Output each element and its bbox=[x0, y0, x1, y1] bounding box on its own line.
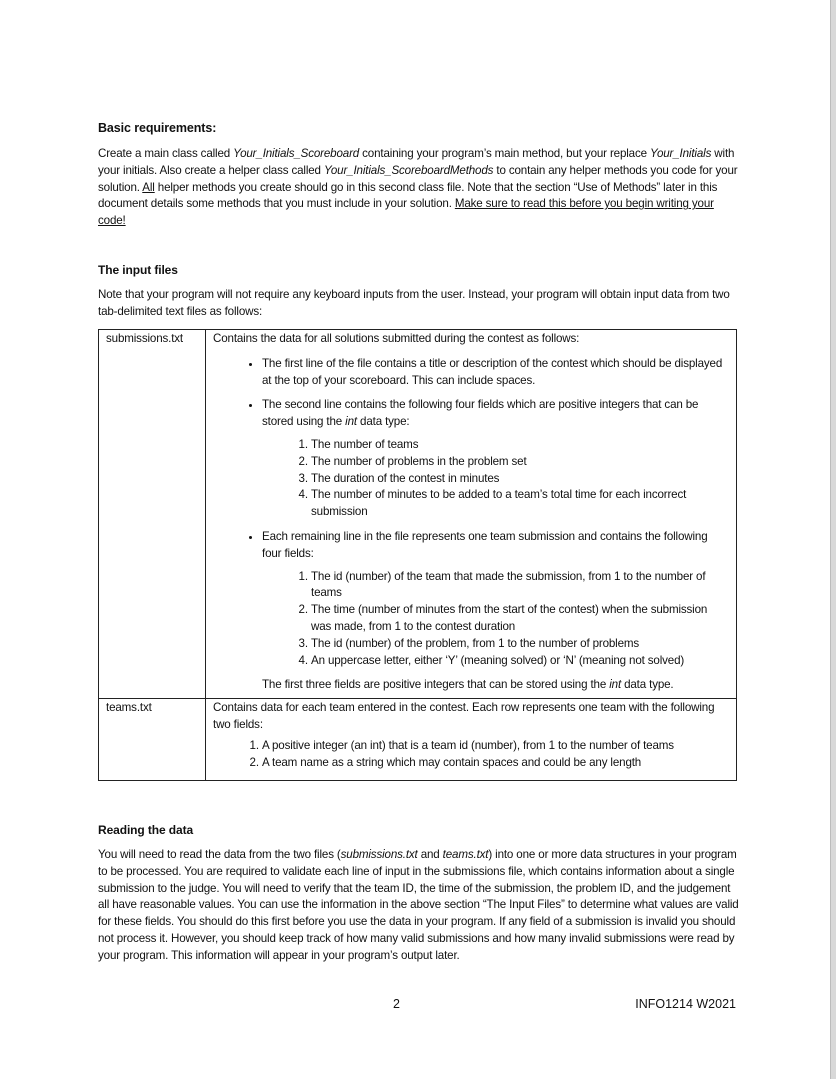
class-name: Your_Initials bbox=[650, 147, 712, 160]
text: containing your program’s main method, but your replace bbox=[359, 147, 650, 160]
text: ) into one or more data structures in your program to be processed. You are required to validate each line of input in the submissions file, which contains information about a single submission to the judge. You will need to verify that the team ID, the time of the submission, the problem ID, and the judgement all have reasonable values. You can use the information in the above section “The Input Files” to determine what values are valid for these fields. You should do this first before you use the data in your program. If any field of a submission is invalid you should not process it. However, you should keep track of how many valid submissions and how many invalid submissions were read by your program. This information will appear in your program’s output later. bbox=[98, 848, 739, 962]
class-name: Your_Initials_ScoreboardMethods bbox=[323, 163, 494, 177]
file-description bbox=[206, 330, 737, 699]
fields-note bbox=[262, 677, 729, 694]
description: Contains the data for all solutions submitted during the contest as follows: bbox=[213, 332, 580, 345]
text: to contain any helper methods you code for your solution. bbox=[98, 163, 738, 194]
list-item: 1. A positive integer (an int) that is a team id (number), from 1 to the number of teams bbox=[262, 738, 729, 755]
list-item: 2. The number of problems in the problem set bbox=[311, 454, 729, 471]
text: and bbox=[417, 848, 443, 861]
input-files-intro: Note that your program will not require any keyboard inputs from the user. Instead, your program will obtain input data from two tab-delimited text files as follows: bbox=[98, 288, 730, 318]
heading-reading-data: Reading the data bbox=[98, 823, 194, 837]
list-item: 3. The duration of the contest in minutes bbox=[311, 471, 729, 488]
heading-basic-requirements: Basic requirements: bbox=[98, 121, 217, 135]
page-edge bbox=[830, 0, 836, 1079]
text: The first line of the file contains a title or description of the contest which should be displayed at the top of your scoreboard. This can include spaces. bbox=[262, 356, 723, 387]
file-name: submissions.txt bbox=[99, 330, 206, 699]
file-name: teams.txt bbox=[99, 699, 206, 781]
text: data type: bbox=[356, 415, 410, 429]
description: Contains data for each team entered in the contest. Each row represents one team with the following two fields: bbox=[213, 701, 715, 731]
reading-data-paragraph bbox=[98, 847, 743, 965]
list-item: 2. The time (number of minutes from the start of the contest) when the submission was made, from 1 to the contest duration bbox=[311, 602, 729, 636]
class-name: Your_Initials_Scoreboard bbox=[233, 147, 360, 160]
file-name: submissions.txt bbox=[340, 848, 418, 861]
list-item bbox=[262, 397, 729, 521]
type: int bbox=[345, 415, 357, 429]
course-code: INFO1214 W2021 bbox=[635, 997, 736, 1011]
file-description bbox=[206, 699, 737, 781]
table-row bbox=[99, 699, 737, 781]
list-item bbox=[262, 356, 729, 390]
text: Each remaining line in the file represents one team submission and contains the following four fields: bbox=[262, 529, 708, 560]
numbered-list bbox=[262, 437, 729, 521]
list-item: 4. An uppercase letter, either ‘Y’ (meaning solved) or ‘N’ (meaning not solved) bbox=[311, 653, 729, 670]
text: with your initials. Also create a helper class called bbox=[98, 147, 735, 177]
list-item bbox=[262, 529, 729, 669]
file-name: teams.txt bbox=[442, 848, 489, 861]
list-item: 1. The id (number) of the team that made the submission, from 1 to the number of teams bbox=[311, 569, 729, 603]
text: data type. bbox=[621, 678, 674, 692]
list-item: 3. The id (number) of the problem, from 1 to the number of problems bbox=[311, 636, 729, 653]
text: You will need to read the data from the two files ( bbox=[98, 848, 341, 861]
list-item: 1. The number of teams bbox=[311, 437, 729, 454]
list-item: 4. The number of minutes to be added to a team’s total time for each incorrect submission bbox=[311, 487, 729, 521]
input-files-table bbox=[98, 329, 737, 781]
page-number: 2 bbox=[393, 997, 400, 1011]
basic-requirements-paragraph bbox=[98, 146, 743, 230]
list-item: 2. A team name as a string which may contain spaces and could be any length bbox=[262, 755, 729, 772]
type: int bbox=[609, 678, 622, 692]
numbered-list bbox=[213, 738, 729, 772]
emphasis: Make sure to read this before you begin writing your code! bbox=[98, 197, 714, 228]
bullet-list bbox=[213, 356, 729, 670]
emphasis: All bbox=[142, 180, 155, 194]
numbered-list bbox=[262, 569, 729, 670]
text: The first three fields are positive integers that can be stored using the bbox=[262, 678, 610, 692]
text: The second line contains the following four fields which are positive integers that can be stored using the bbox=[262, 398, 699, 429]
heading-input-files: The input files bbox=[98, 263, 178, 277]
text: Create a main class called bbox=[98, 147, 234, 160]
table-row bbox=[99, 330, 737, 699]
text: helper methods you create should go in this second class file. Note that the section “Use of Methods” later in this document details some methods that you must include in your solution. bbox=[98, 180, 718, 211]
